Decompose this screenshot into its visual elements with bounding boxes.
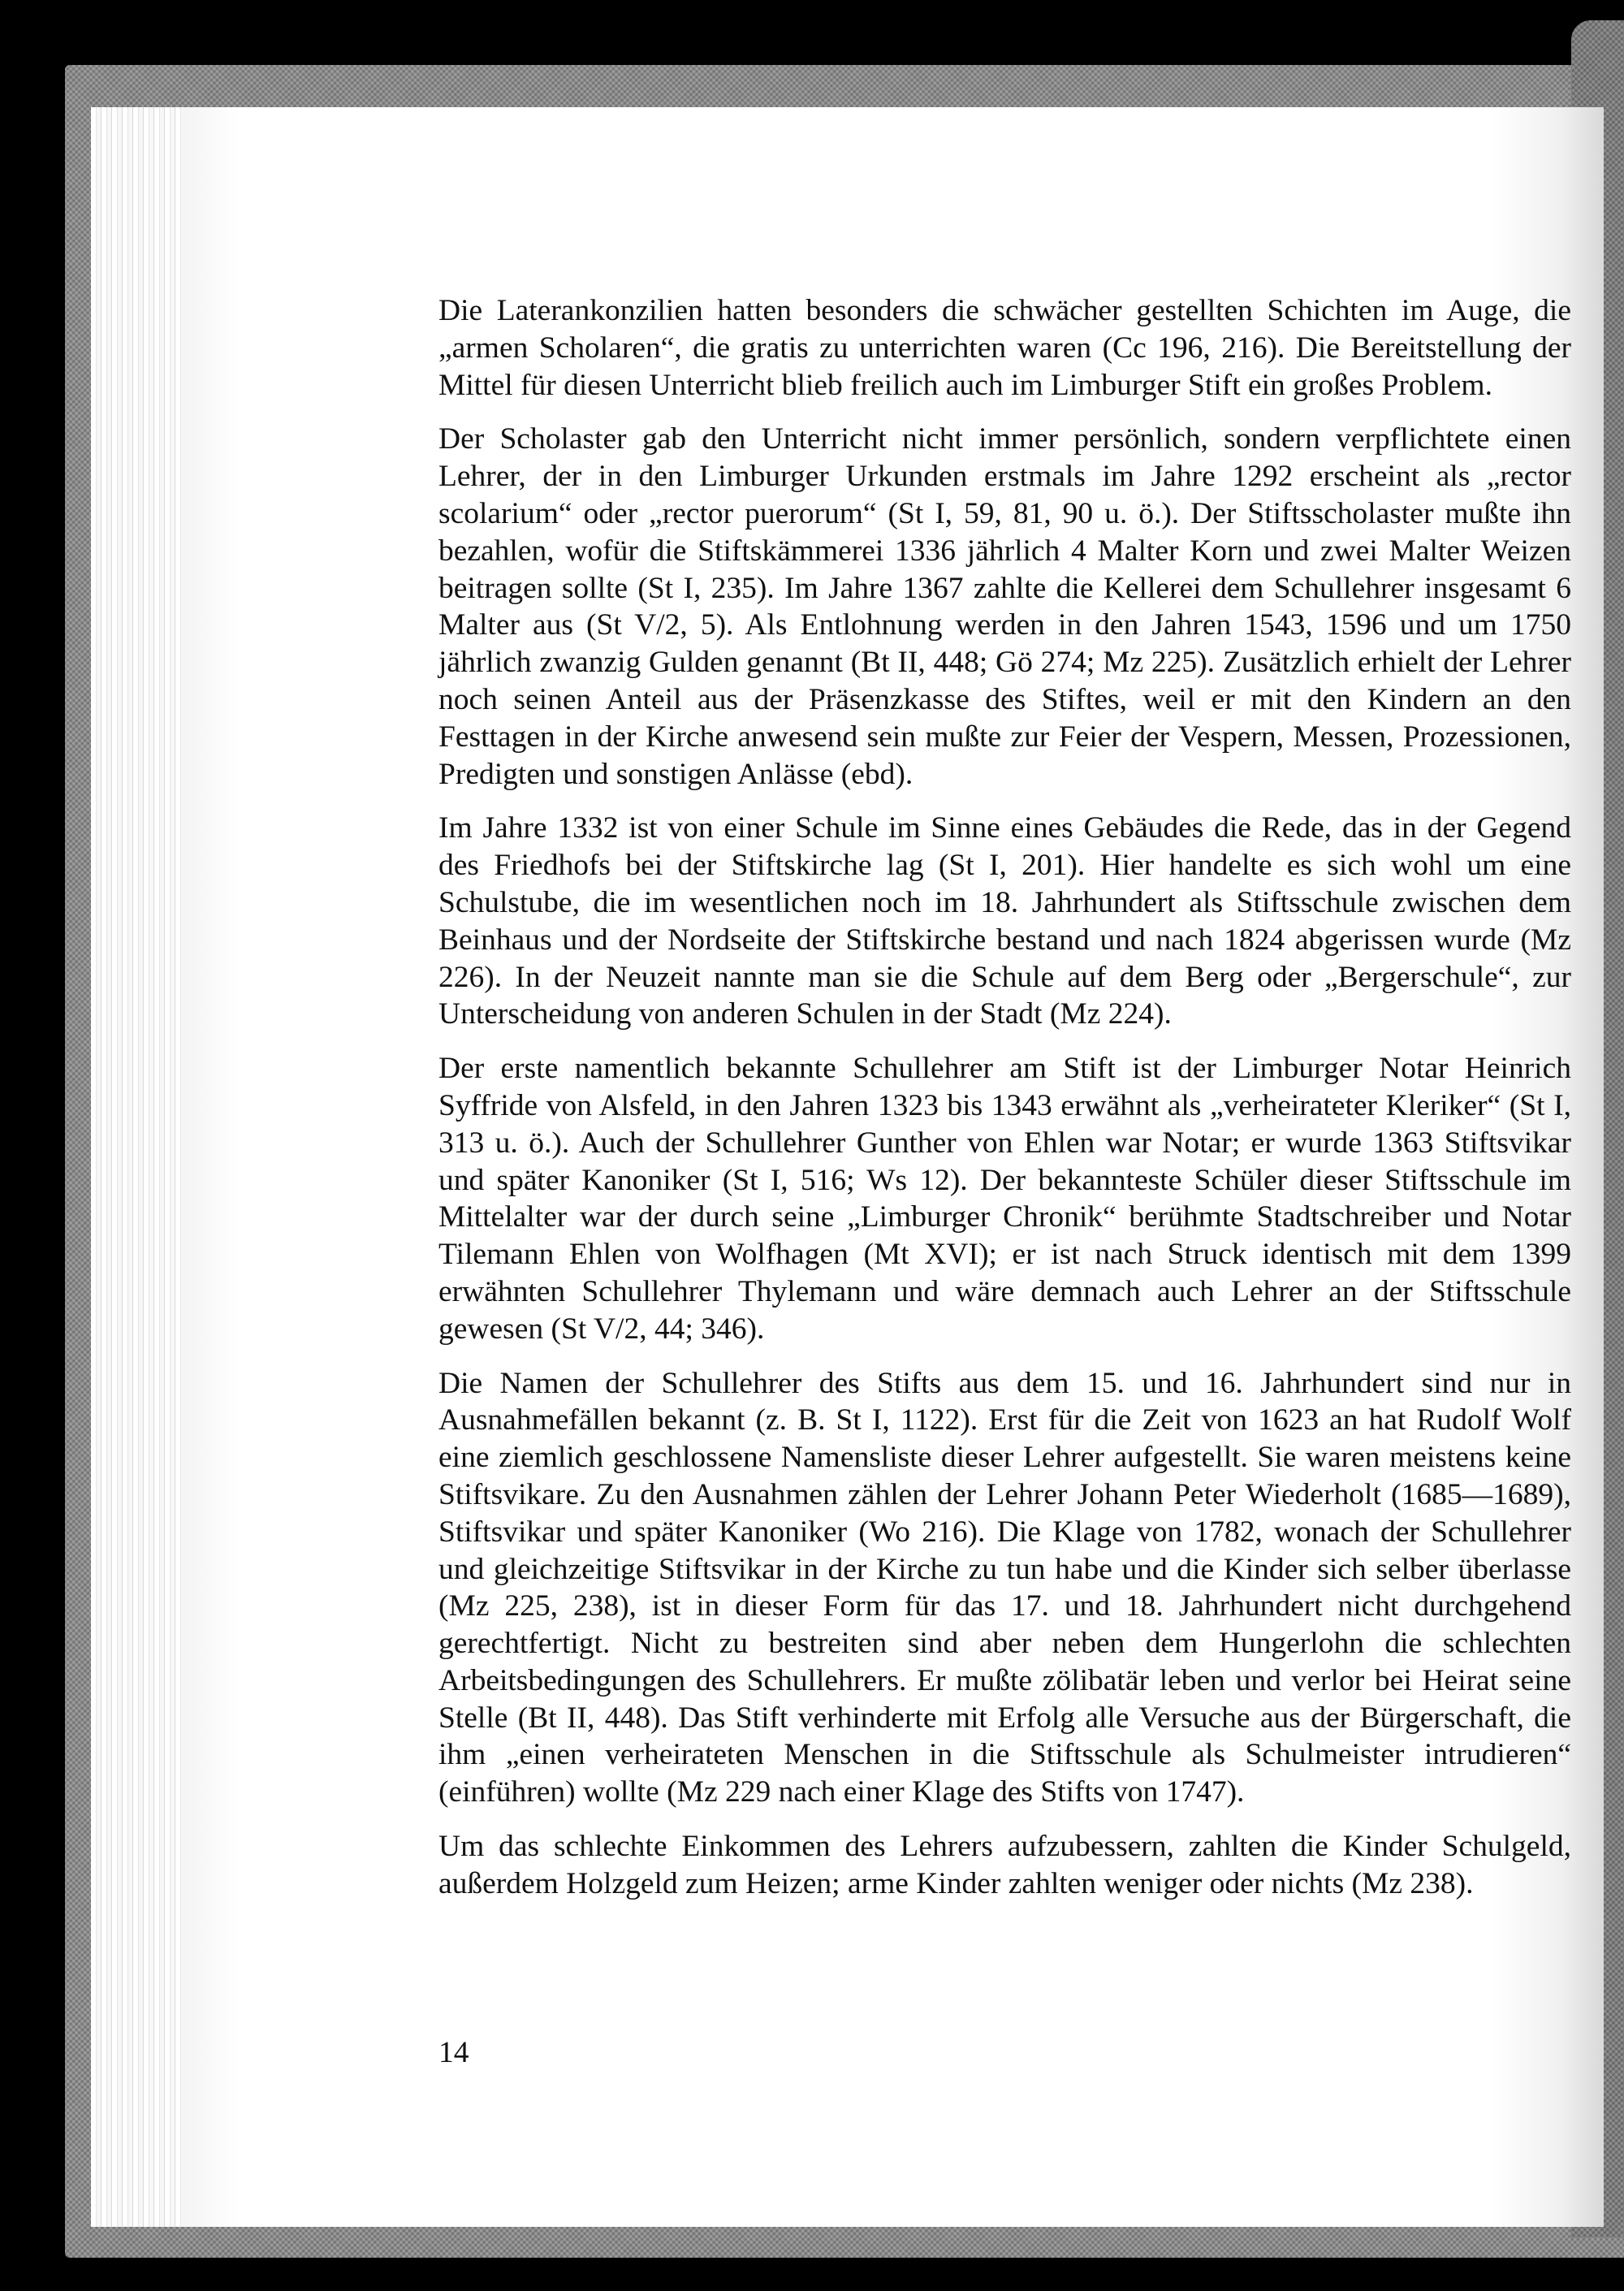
paragraph: Um das schlechte Einkommen des Lehrers aufzubessern, zahlten die Kinder Schulgeld, außerdem Holzgeld zum Heizen; arme Kinder zahlten weniger oder nichts (Mz 238). — [438, 1830, 1571, 1900]
paragraph: Der erste namentlich bekannte Schullehrer am Stift ist der Limburger Notar Heinrich Syffride von Alsfeld, in den Jahren 1323 bis 1343 erwähnt als „verheirateter Kleriker“ (St I, 313 u. ö.). Auch der Schullehrer Gunther von Ehlen war Notar; er wurde 1363 Stiftsvikar und später Kanoniker (St I, 516; Ws 12). Der bekannteste Schüler dieser Stiftsschule im Mittelalter war der durch seine „Limburger Chronik“ berühmte Stadtschreiber und Notar Tilemann Ehlen von Wolfhagen (Mt XVI); er ist nach Struck identisch mit dem 1399 erwähnten Schullehrer Thylemann und wäre demnach auch Lehrer an der Stiftsschule gewesen (St V/2, 44; 346). — [438, 1052, 1571, 1346]
paragraph: Der Scholaster gab den Unterricht nicht immer persönlich, sondern verpflichtete einen Lehrer, der in den Limburger Urkunden erstmals im Jahre 1292 erscheint als „rector scolarium“ oder „rector puerorum“ (St I, 59, 81, 90 u. ö.). Der Stiftsscholaster mußte ihn bezahlen, wofür die Stiftskämmerei 1336 jährlich 4 Malter Korn und zwei Malter Weizen beitragen sollte (St I, 235). Im Jahre 1367 zahlte die Kellerei dem Schullehrer insgesamt 6 Malter aus (St V/2, 5). Als Entlohnung werden in den Jahren 1543, 1596 und um 1750 jährlich zwanzig Gulden genannt (Bt II, 448; Gö 274; Mz 225). Zusätzlich erhielt der Lehrer noch seinen Anteil aus der Präsenzkasse des Stiftes, weil er mit den Kindern an den Festtagen in der Kirche anwesend sein mußte zur Feier der Vespern, Messen, Prozessionen, Predigten und sonstigen Anlässe (ebd). — [438, 422, 1571, 791]
paragraph: Die Namen der Schullehrer des Stifts aus dem 15. und 16. Jahrhundert sind nur in Ausnahmefällen bekannt (z. B. St I, 1122). Erst für die Zeit von 1623 an hat Rudolf Wolf eine ziemlich geschlossene Namensliste dieser Lehrer aufgestellt. Sie waren meistens keine Stiftsvikare. Zu den Ausnahmen zählen der Lehrer Johann Peter Wiederholt (1685—1689), Stiftsvikar und später Kanoniker (Wo 216). Die Klage von 1782, wonach der Schullehrer und gleichzeitige Stiftsvikar in der Kirche zu tun habe und die Kinder sich selber überlasse (Mz 225, 238), ist in dieser Form für das 17. und 18. Jahrhundert nicht durchgehend gerechtfertigt. Nicht zu bestreiten sind aber neben dem Hungerlohn die schlechten Arbeitsbedingungen des Schullehrers. Er mußte zölibatär leben und verlor bei Heirat seine Stelle (Bt II, 448). Das Stift verhinderte mit Erfolg alle Versuche aus der Bürgerschaft, die ihm „einen verheirateten Menschen in die Stiftsschule als Schulmeister intrudieren“ (einführen) wollte (Mz 229 nach einer Klage des Stifts von 1747). — [438, 1366, 1571, 1809]
paragraph: Die Laterankonzilien hatten besonders die schwächer gestellten Schichten im Auge, die „armen Scholaren“, die gratis zu unterrichten waren (Cc 196, 216). Die Bereitstellung der Mittel für diesen Unterricht blieb freilich auch im Limburger Stift ein großes Problem. — [438, 294, 1571, 402]
page-number: 14 — [438, 2036, 469, 2069]
body-text — [438, 292, 1571, 1920]
paragraph: Im Jahre 1332 ist von einer Schule im Sinne eines Gebäudes die Rede, das in der Gegend des Friedhofs bei der Stiftskirche lag (St I, 201). Hier handelte es sich wohl um eine Schulstube, die im wesentlichen noch im 18. Jahrhundert als Stiftsschule zwischen dem Beinhaus und der Nordseite der Stiftskirche bestand und nach 1824 abgerissen wurde (Mz 226). In der Neuzeit nannte man sie die Schule auf dem Berg oder „Bergerschule“, zur Unterscheidung von anderen Schulen in der Stadt (Mz 224). — [438, 811, 1571, 1031]
